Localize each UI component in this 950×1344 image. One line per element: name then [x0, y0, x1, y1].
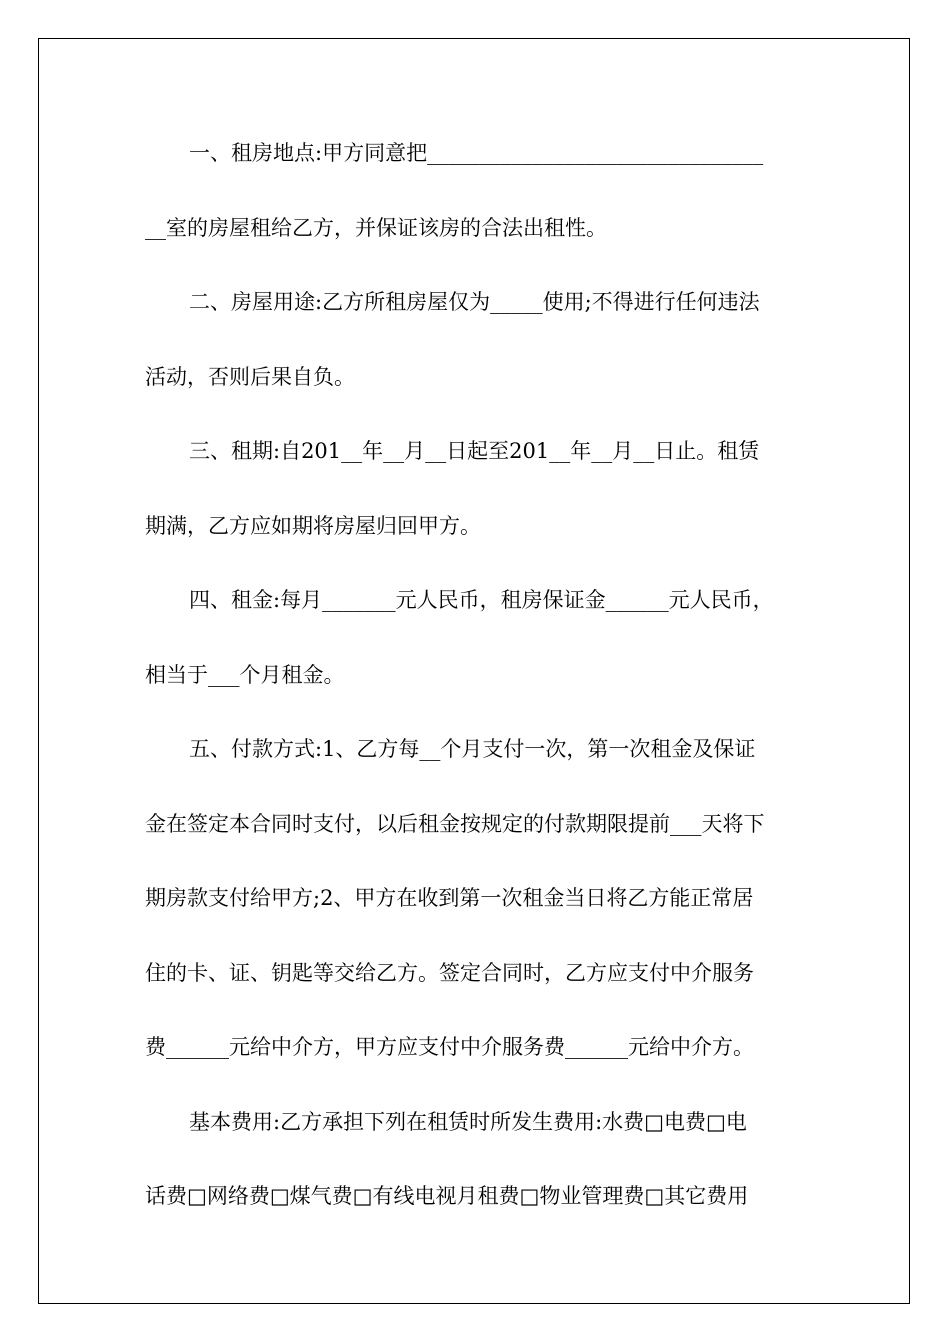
basic-fees-line-2: 话费□网络费□煤气费□有线电视月租费□物业管理费□其它费用 [145, 1184, 749, 1208]
clause-4-line-1: 四、租金:每月_______元人民币，租房保证金______元人民币， [189, 588, 774, 612]
clause-3-line-1: 三、租期:自201__年__月__日起至201__年__月__日止。租赁 [189, 439, 760, 463]
document-body [145, 125, 805, 1243]
clause-2-line-2: 活动，否则后果自负。 [145, 364, 355, 389]
clause-5-line-4: 住的卡、证、钥匙等交给乙方。签定合同时，乙方应支付中介服务 [145, 960, 754, 985]
clause-2-line-1: 二、房屋用途:乙方所租房屋仅为_____使用;不得进行任何违法 [189, 290, 760, 314]
clause-3-line-2: 期满，乙方应如期将房屋归回甲方。 [145, 513, 481, 538]
clause-1-line-1: 一、租房地点:甲方同意把________________________________ [189, 141, 764, 165]
clause-5-line-5: 费______元给中介方，甲方应支付中介服务费______元给中介方。 [145, 1035, 754, 1059]
basic-fees-line-1: 基本费用:乙方承担下列在租赁时所发生费用:水费□电费□电 [189, 1109, 747, 1134]
clause-5-line-2: 金在签定本合同时支付，以后租金按规定的付款期限提前___天将下 [145, 811, 765, 836]
clause-4-line-2: 相当于___个月租金。 [145, 662, 345, 687]
clause-5-line-1: 五、付款方式:1、乙方每__个月支付一次，第一次租金及保证 [189, 737, 756, 761]
clause-5-line-3: 期房款支付给甲方;2、甲方在收到第一次租金当日将乙方能正常居 [145, 886, 754, 910]
clause-1-line-2: __室的房屋租给乙方，并保证该房的合法出租性。 [145, 215, 607, 240]
